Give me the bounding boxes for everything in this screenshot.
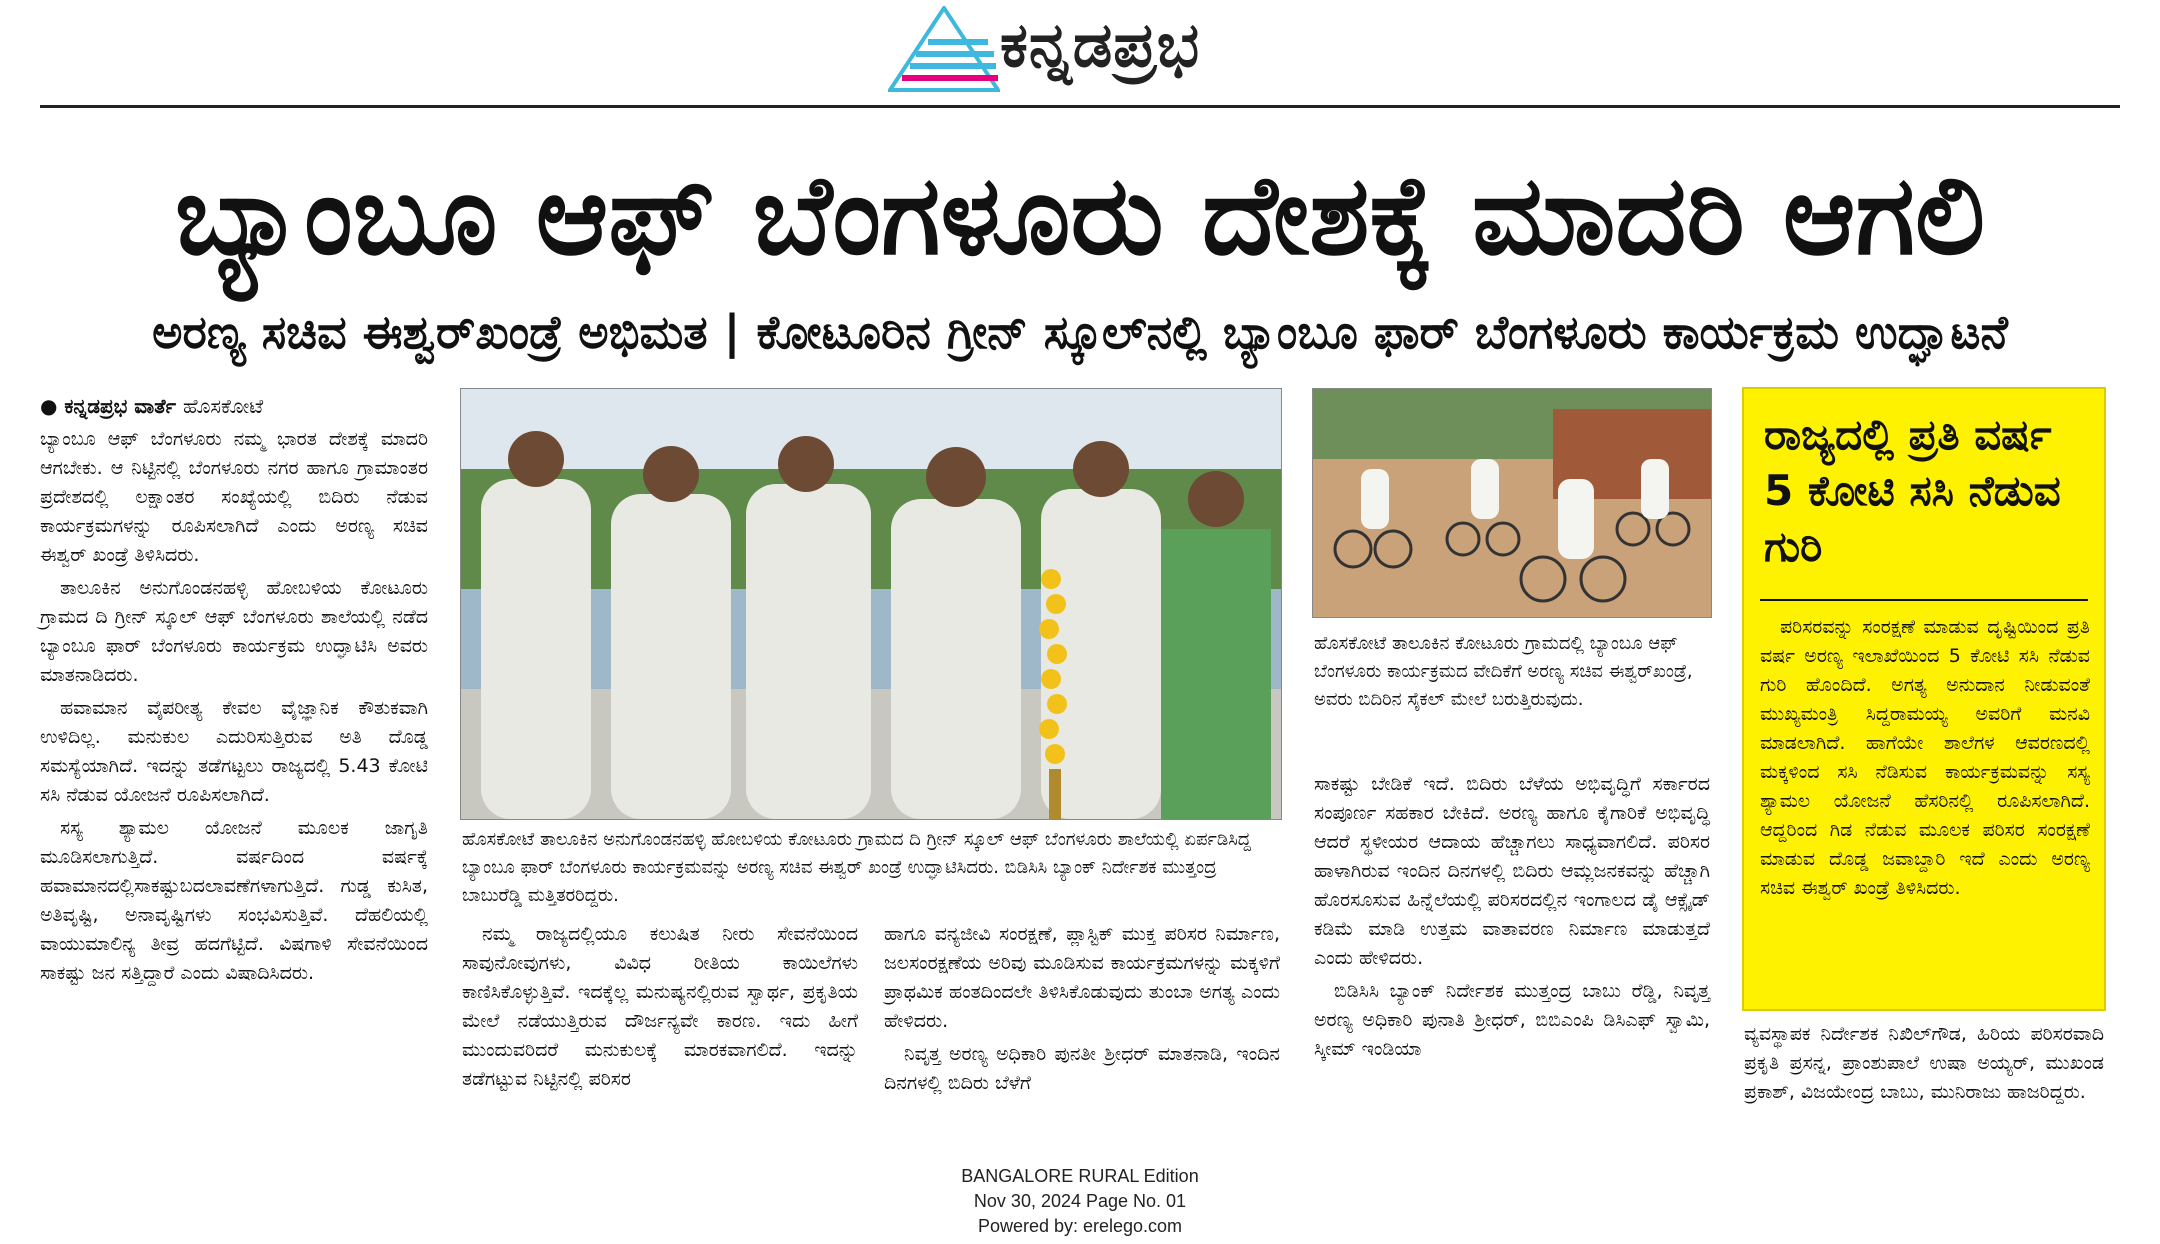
article-column-2	[462, 920, 858, 1098]
paragraph: ಸಸ್ಯ ಶ್ಯಾಮಲ ಯೋಜನೆ ಮೂಲಕ ಜಾಗೃತಿ ಮೂಡಿಸಲಾಗುತ್ತಿದೆ. ವರ್ಷದಿಂದ ವರ್ಷಕ್ಕೆ ಹವಾಮಾನದಲ್ಲಿಸಾಕಷ್ಟುಬದಲಾವಣೆಗಳಾಗುತ್ತಿದೆ. ಗುಡ್ಡ ಕುಸಿತ, ಅತಿವೃಷ್ಟಿ, ಅನಾವೃಷ್ಟಿಗಳು ಸಂಭವಿಸುತ್ತಿವೆ. ದೆಹಲಿಯಲ್ಲಿ ವಾಯುಮಾಲಿನ್ಯ ತೀವ್ರ ಹದಗೆಟ್ಟಿದೆ. ವಿಷಗಾಳಿ ಸೇವನೆಯಿಂದ ಸಾಕಷ್ಟು ಜನ ಸತ್ತಿದ್ದಾರೆ ಎಂದು ವಿಷಾದಿಸಿದರು.	[40, 817, 428, 984]
paragraph: ಪರಿಸರವನ್ನು ಸಂರಕ್ಷಣೆ ಮಾಡುವ ದೃಷ್ಟಿಯಿಂದ ಪ್ರತಿ ವರ್ಷ ಅರಣ್ಯ ಇಲಾಖೆಯಿಂದ 5 ಕೋಟಿ ಸಸಿ ನೆಡುವ ಗುರಿ ಹೊಂದಿದೆ. ಅಗತ್ಯ ಅನುದಾನ ನೀಡುವಂತೆ ಮುಖ್ಯಮಂತ್ರಿ ಸಿದ್ದರಾಮಯ್ಯ ಅವರಿಗೆ ಮನವಿ ಮಾಡಲಾಗಿದೆ. ಹಾಗೆಯೇ ಶಾಲೆಗಳ ಆವರಣದಲ್ಲಿ ಮಕ್ಕಳಿಂದ ಸಸಿ ನೆಡಿಸುವ ಕಾರ್ಯಕ್ರಮವನ್ನು ಸಸ್ಯ ಶ್ಯಾಮಲ ಯೋಜನೆ ಹೆಸರಿನಲ್ಲಿ ರೂಪಿಸಲಾಗಿದೆ. ಆದ್ದರಿಂದ ಗಿಡ ನೆಡುವ ಮೂಲಕ ಪರಿಸರ ಸಂರಕ್ಷಣೆ ಮಾಡುವ ದೊಡ್ಡ ಜವಾಬ್ದಾರಿ ಇದೆ ಎಂದು ಅರಣ್ಯ ಸಚಿವ ಈಶ್ವರ್ ಖಂಡ್ರೆ ತಿಳಿಸಿದರು.	[1760, 616, 2090, 899]
paragraph: ತಾಲೂಕಿನ ಅನುಗೊಂಡನಹಳ್ಳಿ ಹೋಬಳಿಯ ಕೋಟೂರು ಗ್ರಾಮದ ದಿ ಗ್ರೀನ್ ಸ್ಕೂಲ್ ಆಫ್ ಬೆಂಗಳೂರು ಶಾಲೆಯಲ್ಲಿ ನಡೆದ ಬ್ಯಾಂಬೂ ಫಾರ್ ಬೆಂಗಳೂರು ಕಾರ್ಯಕ್ರಮ ಉದ್ಘಾಟಿಸಿ ಅವರು ಮಾತನಾಡಿದರು.	[40, 577, 428, 686]
photo-bamboo-cycles	[1312, 388, 1712, 618]
pyramid-stripes-icon	[888, 6, 1000, 92]
sidebar-box	[1742, 387, 2106, 1011]
powered-by-link[interactable]: Powered by: erelego.com	[977, 1216, 1183, 1236]
paragraph: ಬ್ಯಾಂಬೂ ಆಫ್ ಬೆಂಗಳೂರು ನಮ್ಮ ಭಾರತ ದೇಶಕ್ಕೆ ಮಾದರಿ ಆಗಬೇಕು. ಆ ನಿಟ್ಟಿನಲ್ಲಿ ಬೆಂಗಳೂರು ನಗರ ಹಾಗೂ ಗ್ರಾಮಾಂತರ ಪ್ರದೇಶದಲ್ಲಿ ಲಕ್ಷಾಂತರ ಸಂಖ್ಯೆಯಲ್ಲಿ ಬಿದಿರು ನೆಡುವ ಕಾರ್ಯಕ್ರಮಗಳನ್ನು ರೂಪಿಸಲಾಗಿದೆ ಎಂದು ಅರಣ್ಯ ಸಚಿವ ಈಶ್ವರ್ ಖಂಡ್ರೆ ತಿಳಿಸಿದರು.	[40, 428, 428, 566]
masthead	[0, 0, 2160, 110]
paragraph: ವ್ಯವಸ್ಥಾಪಕ ನಿರ್ದೇಶಕ ನಿಖಿಲ್‌ಗೌಡ, ಹಿರಿಯ ಪರಿಸರವಾದಿ ಪ್ರಕೃತಿ ಪ್ರಸನ್ನ, ಪ್ರಾಂಶುಪಾಲೆ ಉಷಾ ಅಯ್ಯರ್, ಮುಖಂಡ ಪ್ರಕಾಶ್, ವಿಜಯೇಂದ್ರ ಬಾಬು, ಮುನಿರಾಜು ಹಾಜರಿದ್ದರು.	[1744, 1023, 2104, 1103]
byline-place: ಹೊಸಕೋಟೆ	[182, 394, 264, 418]
paragraph: ಹವಾಮಾನ ವೈಪರೀತ್ಯ ಕೇವಲ ವೈಜ್ಞಾನಿಕ ಕೌತುಕವಾಗಿ ಉಳಿದಿಲ್ಲ. ಮನುಕುಲ ಎದುರಿಸುತ್ತಿರುವ ಅತಿ ದೊಡ್ಡ ಸಮಸ್ಯೆಯಾಗಿದೆ. ಇದನ್ನು ತಡೆಗಟ್ಟಲು ರಾಜ್ಯದಲ್ಲಿ 5.43 ಕೋಟಿ ಸಸಿ ನೆಡುವ ಯೋಜನೆ ರೂಪಿಸಲಾಗಿದೆ.	[40, 697, 428, 806]
sidebar-rule	[1760, 599, 2088, 601]
masthead-logo-text: ಕನ್ನಡಪ್ರಭ	[1000, 8, 1201, 81]
sidebar-title: ರಾಜ್ಯದಲ್ಲಿ ಪ್ರತಿ ವರ್ಷ 5 ಕೋಟಿ ಸಸಿ ನೆಡುವ ಗುರಿ	[1764, 410, 2061, 571]
byline-source: ● ಕನ್ನಡಪ್ರಭ ವಾರ್ತೆ	[40, 394, 176, 418]
paragraph: ಸಾಕಷ್ಟು ಬೇಡಿಕೆ ಇದೆ. ಬಿದಿರು ಬೆಳೆಯ ಅಭಿವೃದ್ಧಿಗೆ ಸರ್ಕಾರದ ಸಂಪೂರ್ಣ ಸಹಕಾರ ಬೇಕಿದೆ. ಅರಣ್ಯ ಹಾಗೂ ಕೈಗಾರಿಕೆ ಅಭಿವೃದ್ಧಿ ಆದರೆ ಸ್ಥಳೀಯರ ಆದಾಯ ಹೆಚ್ಚಾಗಲು ಸಾಧ್ಯವಾಗಲಿದೆ. ಪರಿಸರ ಹಾಳಾಗಿರುವ ಇಂದಿನ ದಿನಗಳಲ್ಲಿ ಬಿದಿರು ಆಮ್ಲಜನಕವನ್ನು ಹೆಚ್ಚಾಗಿ ಹೊರಸೂಸುವ ಹಿನ್ನೆಲೆಯಲ್ಲಿ ಪರಿಸರದಲ್ಲಿನ ಇಂಗಾಲದ ಡೈ ಆಕ್ಸೈಡ್ ಕಡಿಮೆ ಮಾಡಿ ಉತ್ತಮ ವಾತಾವರಣ ನಿರ್ಮಾಣ ಮಾಡುತ್ತದೆ ಎಂದು ಹೇಳಿದರು.	[1314, 773, 1710, 969]
sidebar-body	[1760, 613, 2090, 903]
paragraph: ನಿವೃತ್ತ ಅರಣ್ಯ ಅಧಿಕಾರಿ ಪುನತೀ ಶ್ರೀಧರ್ ಮಾತನಾಡಿ, ಇಂದಿನ ದಿನಗಳಲ್ಲಿ ಬಿದಿರು ಬೆಳೆಗೆ	[884, 1043, 1280, 1094]
photo-lamp-lighting	[460, 388, 1282, 820]
paragraph: ನಮ್ಮ ರಾಜ್ಯದಲ್ಲಿಯೂ ಕಲುಷಿತ ನೀರು ಸೇವನೆಯಿಂದ ಸಾವುನೋವುಗಳು, ವಿವಿಧ ರೀತಿಯ ಕಾಯಿಲೆಗಳು ಕಾಣಿಸಿಕೊಳ್ಳುತ್ತಿವೆ. ಇದಕ್ಕೆಲ್ಲ ಮನುಷ್ಯನಲ್ಲಿರುವ ಸ್ವಾರ್ಥ, ಪ್ರಕೃತಿಯ ಮೇಲೆ ನಡೆಯುತ್ತಿರುವ ದೌರ್ಜನ್ಯವೇ ಕಾರಣ. ಇದು ಹೀಗೆ ಮುಂದುವರಿದರೆ ಮನುಕುಲಕ್ಕೆ ಮಾರಕವಾಗಲಿದೆ. ಇದನ್ನು ತಡೆಗಟ್ಟುವ ನಿಟ್ಟಿನಲ್ಲಿ ಪರಿಸರ	[462, 923, 858, 1090]
date-page-label: Nov 30, 2024 Page No. 01	[973, 1191, 1187, 1211]
byline	[40, 392, 428, 421]
article-column-3	[884, 920, 1280, 1102]
edition-label: BANGALORE RURAL Edition	[961, 1166, 1199, 1186]
headline: ಬ್ಯಾಂಬೂ ಆಫ್ ಬೆಂಗಳೂರು ದೇಶಕ್ಕೆ ಮಾದರಿ ಆಗಲಿ	[174, 151, 1986, 279]
paragraph: ಬಿಡಿಸಿಸಿ ಬ್ಯಾಂಕ್ ನಿರ್ದೇಶಕ ಮುತ್ತಂದ್ರ ಬಾಬು ರೆಡ್ಡಿ, ನಿವೃತ್ತ ಅರಣ್ಯ ಅಧಿಕಾರಿ ಪುನಾತಿ ಶ್ರೀಧರ್, ಬಿಬಿಎಂಪಿ ಡಿಸಿಎಫ್ ಸ್ವಾಮಿ, ಸ್ಕೀಮ್ ಇಂಡಿಯಾ	[1314, 980, 1710, 1060]
paragraph: ಹಾಗೂ ವನ್ಯಜೀವಿ ಸಂರಕ್ಷಣೆ, ಪ್ಲಾಸ್ಟಿಕ್ ಮುಕ್ತ ಪರಿಸರ ನಿರ್ಮಾಣ, ಜಲಸಂರಕ್ಷಣೆಯ ಅರಿವು ಮೂಡಿಸುವ ಕಾರ್ಯಕ್ರಮಗಳನ್ನು ಮಕ್ಕಳಿಗೆ ಪ್ರಾಥಮಿಕ ಹಂತದಿಂದಲೇ ತಿಳಿಸಿಕೊಡುವುದು ತುಂಬಾ ಅಗತ್ಯ ಎಂದು ಹೇಳಿದರು.	[884, 923, 1280, 1032]
article-column-1	[40, 392, 428, 992]
page-footer	[780, 1164, 1380, 1239]
article-column-5	[1744, 1020, 2104, 1111]
photo-caption: ಹೊಸಕೋಟೆ ತಾಲೂಕಿನ ಅನುಗೊಂಡನಹಳ್ಳಿ ಹೋಬಳಿಯ ಕೋಟೂರು ಗ್ರಾಮದ ದಿ ಗ್ರೀನ್ ಸ್ಕೂಲ್ ಆಫ್ ಬೆಂಗಳೂರು ಶಾಲೆಯಲ್ಲಿ ಏರ್ಪಡಿಸಿದ್ದ ಬ್ಯಾಂಬೂ ಫಾರ್ ಬೆಂಗಳೂರು ಕಾರ್ಯಕ್ರಮವನ್ನು ಅರಣ್ಯ ಸಚಿವ ಈಶ್ವರ್ ಖಂಡ್ರೆ ಉದ್ಘಾಟಿಸಿದರು. ಬಿಡಿಸಿಸಿ ಬ್ಯಾಂಕ್ ನಿರ್ದೇಶಕ ಮುತ್ತಂದ್ರ ಬಾಬುರೆಡ್ಡಿ ಮತ್ತಿತರರಿದ್ದರು.	[462, 829, 1252, 906]
masthead-rule	[40, 105, 2120, 108]
article-column-4	[1314, 770, 1710, 1068]
photo-caption: ಹೊಸಕೋಟೆ ತಾಲೂಕಿನ ಕೋಟೂರು ಗ್ರಾಮದಲ್ಲಿ ಬ್ಯಾಂಬೂ ಆಫ್ ಬೆಂಗಳೂರು ಕಾರ್ಯಕ್ರಮದ ವೇದಿಕೆಗೆ ಅರಣ್ಯ ಸಚಿವ ಈಶ್ವರ್‌ಖಂಡ್ರೆ, ಅವರು ಬಿದಿರಿನ ಸೈಕಲ್ ಮೇಲೆ ಬರುತ್ತಿರುವುದು.	[1314, 633, 1693, 710]
subheadline: ಅರಣ್ಯ ಸಚಿವ ಈಶ್ವರ್‌ಖಂಡ್ರೆ ಅಭಿಮತ | ಕೋಟೂರಿನ ಗ್ರೀನ್ ಸ್ಕೂಲ್‌ನಲ್ಲಿ ಬ್ಯಾಂಬೂ ಫಾರ್ ಬೆಂಗಳೂರು ಕಾರ್ಯಕ್ರಮ ಉದ್ಘಾಟನೆ	[152, 305, 2008, 359]
